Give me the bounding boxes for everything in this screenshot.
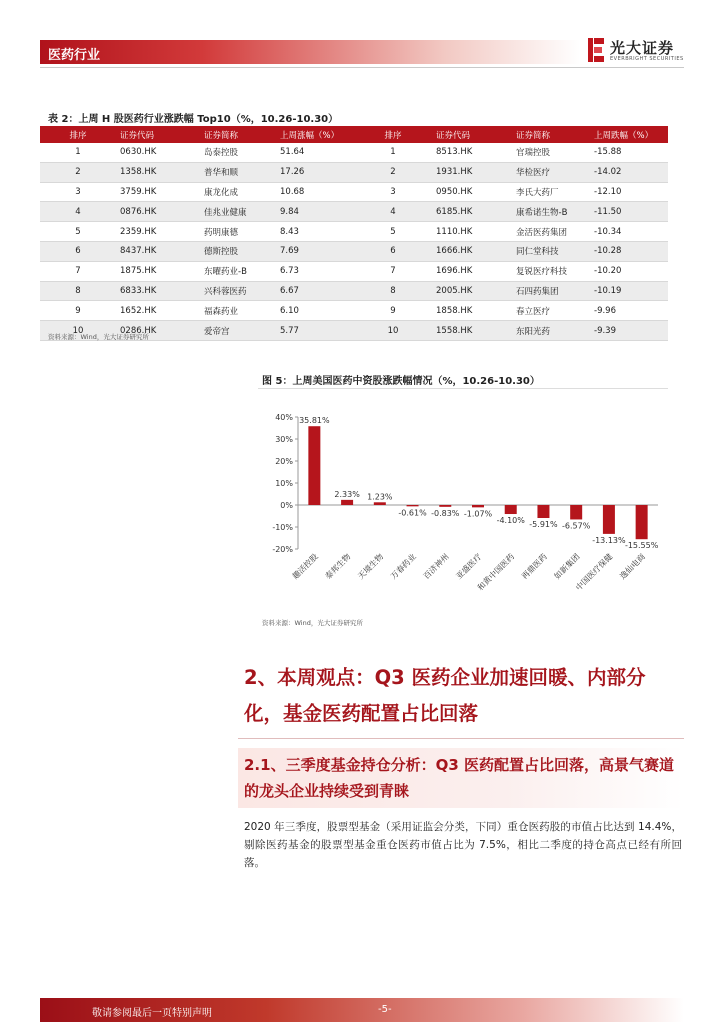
data-label: -13.13% bbox=[592, 535, 626, 545]
table-cell: 7.69 bbox=[276, 241, 354, 261]
table-cell: 石四药集团 bbox=[512, 281, 590, 301]
table-header-cell: 排序 bbox=[354, 126, 432, 143]
table-row bbox=[40, 241, 668, 261]
x-tick-label: 再鼎医药 bbox=[519, 552, 549, 582]
data-label: 1.23% bbox=[367, 492, 393, 502]
bar bbox=[603, 505, 615, 534]
bar bbox=[407, 505, 419, 506]
table-row bbox=[40, 143, 668, 162]
brand-subtitle: EVERBRIGHT SECURITIES bbox=[610, 56, 684, 62]
table-cell: -9.39 bbox=[590, 321, 668, 341]
x-tick-label: 中国医疗保健 bbox=[574, 552, 615, 593]
table-cell: 10.68 bbox=[276, 182, 354, 202]
table-cell: 10 bbox=[354, 321, 432, 341]
table-header-cell: 证券简称 bbox=[512, 126, 590, 143]
table-title: 表 2：上周 H 股医药行业涨跌幅 Top10（%，10.26-10.30） bbox=[48, 114, 339, 125]
subsection-heading: 2.1、三季度基金持仓分析：Q3 医药配置占比回落，高景气赛道的龙头企业持续受到青睐 bbox=[244, 756, 674, 800]
table-header-cell: 上周跌幅（%） bbox=[590, 126, 668, 143]
heading-divider bbox=[238, 738, 684, 739]
table-cell: 8 bbox=[40, 281, 116, 301]
y-tick-label: -20% bbox=[272, 545, 293, 554]
x-tick-label: 如新集团 bbox=[552, 552, 582, 582]
table-cell: 8 bbox=[354, 281, 432, 301]
table-cell: 17.26 bbox=[276, 162, 354, 182]
table-cell: 1696.HK bbox=[432, 261, 512, 281]
bar bbox=[505, 505, 517, 514]
y-tick-label: -10% bbox=[272, 523, 293, 532]
table-cell: 10 bbox=[40, 321, 116, 341]
table-row bbox=[40, 281, 668, 301]
table-cell: 1558.HK bbox=[432, 321, 512, 341]
table-cell: 福森药业 bbox=[200, 301, 276, 321]
table-cell: 复锐医疗科技 bbox=[512, 261, 590, 281]
table-header-row bbox=[40, 126, 668, 143]
data-label: -1.07% bbox=[463, 509, 493, 519]
data-label: -0.61% bbox=[398, 508, 427, 518]
table-cell: 6 bbox=[354, 241, 432, 261]
section-heading: 2、本周观点：Q3 医药企业加速回暖、内部分化，基金医药配置占比回落 bbox=[244, 666, 646, 725]
table-cell: 3 bbox=[354, 182, 432, 202]
table-cell: 6.73 bbox=[276, 261, 354, 281]
bar bbox=[570, 505, 582, 519]
table-row bbox=[40, 222, 668, 242]
table-header-cell: 证券简称 bbox=[200, 126, 276, 143]
y-tick-label: 10% bbox=[275, 479, 293, 488]
table-cell: 1 bbox=[40, 143, 116, 162]
table-cell: 7 bbox=[40, 261, 116, 281]
table-row bbox=[40, 202, 668, 222]
y-tick-label: 0% bbox=[280, 501, 293, 510]
table-cell: -12.10 bbox=[590, 182, 668, 202]
table-cell: 春立医疗 bbox=[512, 301, 590, 321]
header-divider bbox=[40, 67, 684, 68]
bar-chart bbox=[258, 389, 668, 611]
table-cell: 佳兆业健康 bbox=[200, 202, 276, 222]
table-cell: 5 bbox=[40, 222, 116, 242]
data-label: 35.81% bbox=[299, 416, 330, 426]
table-cell: 爱帝宫 bbox=[200, 321, 276, 341]
table-cell: 2 bbox=[40, 162, 116, 182]
table-cell: 康龙化成 bbox=[200, 182, 276, 202]
table-cell: 0950.HK bbox=[432, 182, 512, 202]
table-cell: 3 bbox=[40, 182, 116, 202]
x-tick-label: 百济神州 bbox=[421, 552, 451, 582]
table-cell: 5 bbox=[354, 222, 432, 242]
table-cell: 8437.HK bbox=[116, 241, 200, 261]
data-label: -15.55% bbox=[624, 541, 659, 551]
table-cell: -9.96 bbox=[590, 301, 668, 321]
bar bbox=[439, 505, 451, 507]
figure-title: 图 5：上周美国医药中资股涨跌幅情况（%，10.26-10.30） bbox=[262, 376, 540, 387]
table-cell: 5.77 bbox=[276, 321, 354, 341]
table-cell: 1875.HK bbox=[116, 261, 200, 281]
section-label: 医药行业 bbox=[48, 48, 101, 63]
table-cell: -14.02 bbox=[590, 162, 668, 182]
table-cell: 8513.HK bbox=[432, 143, 512, 162]
table-header-cell: 上周涨幅（%） bbox=[276, 126, 354, 143]
x-tick-label: 趣活控股 bbox=[290, 552, 320, 582]
table-cell: 1110.HK bbox=[432, 222, 512, 242]
y-tick-label: 20% bbox=[275, 457, 293, 466]
table-cell: 1666.HK bbox=[432, 241, 512, 261]
table-cell: -15.88 bbox=[590, 143, 668, 162]
table-cell: 李氏大药厂 bbox=[512, 182, 590, 202]
table-cell: 6833.HK bbox=[116, 281, 200, 301]
table-cell: 6 bbox=[40, 241, 116, 261]
bar bbox=[537, 505, 549, 518]
x-tick-label: 天境生物 bbox=[356, 552, 386, 582]
x-tick-label: 和黄中国医药 bbox=[475, 552, 517, 593]
y-tick-label: 40% bbox=[275, 413, 293, 422]
table-cell: 1 bbox=[354, 143, 432, 162]
table-cell: 0286.HK bbox=[116, 321, 200, 341]
body-paragraph: 2020 年三季度，股票型基金（采用证监会分类，下同）重仓医药股的市值占比达到 14.4%，剔除医药基金的股票型基金重仓医药市值占比为 7.5%，相比二季度的持仓高点已经有所回落。 bbox=[244, 821, 682, 869]
table-cell: 9.84 bbox=[276, 202, 354, 222]
footer-notice: 敬请参阅最后一页特别声明 bbox=[92, 1008, 212, 1019]
bar bbox=[636, 505, 648, 539]
table-cell: 6185.HK bbox=[432, 202, 512, 222]
table-cell: 岛泰控股 bbox=[200, 143, 276, 162]
x-tick-label: 万春药业 bbox=[388, 552, 418, 582]
table-cell: 0630.HK bbox=[116, 143, 200, 162]
brand-name: 光大证券 bbox=[610, 39, 675, 57]
table-cell: -10.28 bbox=[590, 241, 668, 261]
table-cell: 2005.HK bbox=[432, 281, 512, 301]
table-header-cell: 证券代码 bbox=[432, 126, 512, 143]
table-cell: 6.10 bbox=[276, 301, 354, 321]
table-cell: -10.34 bbox=[590, 222, 668, 242]
table-cell: 华检医疗 bbox=[512, 162, 590, 182]
figure-source: 资料来源：Wind，光大证券研究所 bbox=[262, 619, 363, 627]
brand-logo-icon bbox=[588, 38, 604, 62]
table-cell: 东阳光药 bbox=[512, 321, 590, 341]
table-row bbox=[40, 182, 668, 202]
x-tick-label: 亚盛医疗 bbox=[454, 552, 484, 582]
table-cell: -10.20 bbox=[590, 261, 668, 281]
table-cell: 3759.HK bbox=[116, 182, 200, 202]
data-label: 2.33% bbox=[334, 489, 360, 499]
table-header-cell: 排序 bbox=[40, 126, 116, 143]
x-tick-label: 泰邦生物 bbox=[323, 552, 353, 582]
table-cell: 东曜药业-B bbox=[200, 261, 276, 281]
table-cell: 6.67 bbox=[276, 281, 354, 301]
table-cell: 同仁堂科技 bbox=[512, 241, 590, 261]
table-cell: 9 bbox=[40, 301, 116, 321]
y-tick-label: 30% bbox=[275, 435, 293, 444]
table-cell: 9 bbox=[354, 301, 432, 321]
table-cell: 德斯控股 bbox=[200, 241, 276, 261]
table-cell: 2359.HK bbox=[116, 222, 200, 242]
table-cell: 4 bbox=[40, 202, 116, 222]
table-cell: 药明康德 bbox=[200, 222, 276, 242]
table-cell: 官瑞控股 bbox=[512, 143, 590, 162]
table-source: 资料来源：Wind，光大证券研究所 bbox=[48, 333, 149, 341]
table-cell: 51.64 bbox=[276, 143, 354, 162]
table-row bbox=[40, 261, 668, 281]
bar bbox=[341, 500, 353, 505]
bar bbox=[374, 502, 386, 505]
x-tick-label: 逸仙电商 bbox=[618, 552, 648, 582]
table-cell: 7 bbox=[354, 261, 432, 281]
data-label: -0.83% bbox=[431, 508, 460, 518]
data-label: -5.91% bbox=[529, 520, 558, 530]
table-cell: 1652.HK bbox=[116, 301, 200, 321]
table-row bbox=[40, 162, 668, 182]
table-cell: 金活医药集团 bbox=[512, 222, 590, 242]
bar bbox=[472, 505, 484, 507]
table-cell: 康希诺生物-B bbox=[512, 202, 590, 222]
table-cell: -10.19 bbox=[590, 281, 668, 301]
chart-frame bbox=[258, 388, 668, 611]
table-cell: 0876.HK bbox=[116, 202, 200, 222]
table-cell: 2 bbox=[354, 162, 432, 182]
table-cell: 1931.HK bbox=[432, 162, 512, 182]
header-bar bbox=[40, 40, 580, 64]
table-cell: 1358.HK bbox=[116, 162, 200, 182]
table-cell: -11.50 bbox=[590, 202, 668, 222]
table-cell: 8.43 bbox=[276, 222, 354, 242]
data-label: -4.10% bbox=[496, 516, 525, 526]
table-cell: 1858.HK bbox=[432, 301, 512, 321]
table-cell: 兴科蓉医药 bbox=[200, 281, 276, 301]
data-label: -6.57% bbox=[562, 521, 591, 531]
table-cell: 4 bbox=[354, 202, 432, 222]
page-number: -5- bbox=[378, 1004, 392, 1015]
table-header-cell: 证券代码 bbox=[116, 126, 200, 143]
bar bbox=[308, 426, 320, 505]
table-row bbox=[40, 301, 668, 321]
top10-table bbox=[40, 126, 668, 341]
table-cell: 普华和顺 bbox=[200, 162, 276, 182]
